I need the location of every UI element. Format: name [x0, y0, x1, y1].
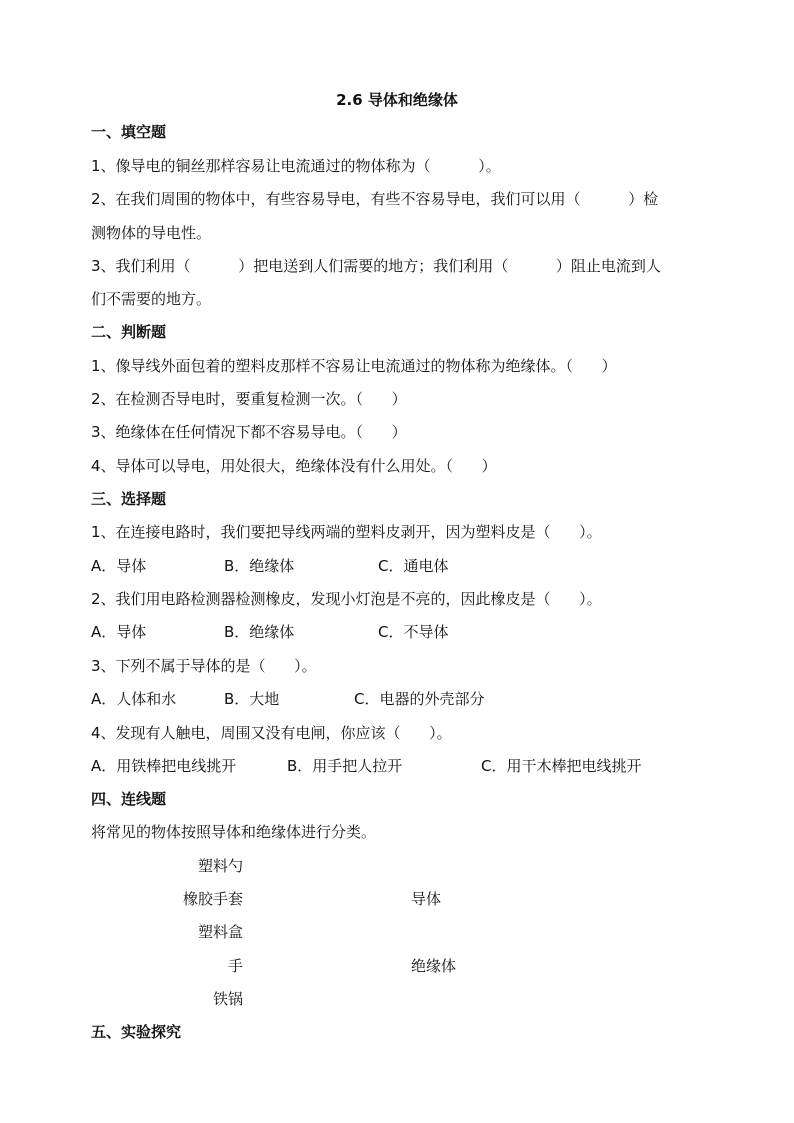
choice-q1-option-c: C．通电体 — [378, 557, 449, 575]
matching-item-iron-pot: 铁锅 — [212, 990, 243, 1008]
true-false-q4: 4、导体可以导电，用处很大，绝缘体没有什么用处。（ ） — [91, 457, 497, 475]
true-false-q1: 1、像导线外面包着的塑料皮那样不容易让电流通过的物体称为绝缘体。（ ） — [91, 357, 617, 375]
choice-q1: 1、在连接电路时，我们要把导线两端的塑料皮剥开，因为塑料皮是（ ）。 — [91, 523, 602, 541]
fill-blank-q1: 1、像导电的铜丝那样容易让电流通过的物体称为（ ）。 — [91, 157, 501, 175]
matching-item-hand: 手 — [227, 957, 243, 975]
choice-q3-option-a: A．人体和水 — [91, 690, 177, 708]
choice-q2-option-a: A．导体 — [91, 623, 147, 641]
section-experiment-heading: 五、实验探究 — [91, 1023, 182, 1041]
choice-q4-option-c: C．用干木棒把电线挑开 — [481, 757, 642, 775]
choice-q2: 2、我们用电路检测器检测橡皮，发现小灯泡是不亮的，因此橡皮是（ ）。 — [91, 590, 602, 608]
choice-q2-option-b: B．绝缘体 — [224, 623, 295, 641]
section-fill-blank-heading: 一、填空题 — [91, 123, 167, 141]
choice-q2-option-c: C．不导体 — [378, 623, 449, 641]
choice-q1-option-b: B．绝缘体 — [224, 557, 295, 575]
fill-blank-q2-line2: 测物体的导电性。 — [91, 224, 212, 242]
section-matching-heading: 四、连线题 — [91, 790, 167, 808]
choice-q3-option-c: C．电器的外壳部分 — [354, 690, 485, 708]
fill-blank-q2-line1: 2、在我们周围的物体中，有些容易导电，有些不容易导电，我们可以用（ ）检 — [91, 190, 659, 208]
choice-q3: 3、下列不属于导体的是（ ）。 — [91, 657, 317, 675]
matching-item-plastic-box: 塑料盒 — [197, 923, 243, 941]
choice-q4-option-b: B．用手把人拉开 — [287, 757, 403, 775]
choice-q4-option-a: A．用铁棒把电线挑开 — [91, 757, 237, 775]
matching-item-rubber-gloves: 橡胶手套 — [182, 890, 243, 908]
matching-category-conductor: 导体 — [411, 890, 442, 908]
true-false-q3: 3、绝缘体在任何情况下都不容易导电。（ ） — [91, 423, 407, 441]
section-multiple-choice-heading: 三、选择题 — [91, 490, 167, 508]
matching-item-plastic-spoon: 塑料勺 — [197, 857, 243, 875]
choice-q4: 4、发现有人触电，周围又没有电闸，你应该（ ）。 — [91, 724, 452, 742]
choice-q1-option-a: A．导体 — [91, 557, 147, 575]
fill-blank-q3-line2: 们不需要的地方。 — [91, 290, 212, 308]
matching-instruction: 将常见的物体按照导体和绝缘体进行分类。 — [91, 823, 377, 841]
page-title: 2.6 导体和绝缘体 — [336, 91, 458, 109]
choice-q3-option-b: B．大地 — [224, 690, 280, 708]
true-false-q2: 2、在检测否导电时，要重复检测一次。（ ） — [91, 390, 407, 408]
section-true-false-heading: 二、判断题 — [91, 323, 167, 341]
fill-blank-q3-line1: 3、我们利用（ ）把电送到人们需要的地方；我们利用（ ）阻止电流到人 — [91, 257, 661, 275]
matching-category-insulator: 绝缘体 — [411, 957, 457, 975]
